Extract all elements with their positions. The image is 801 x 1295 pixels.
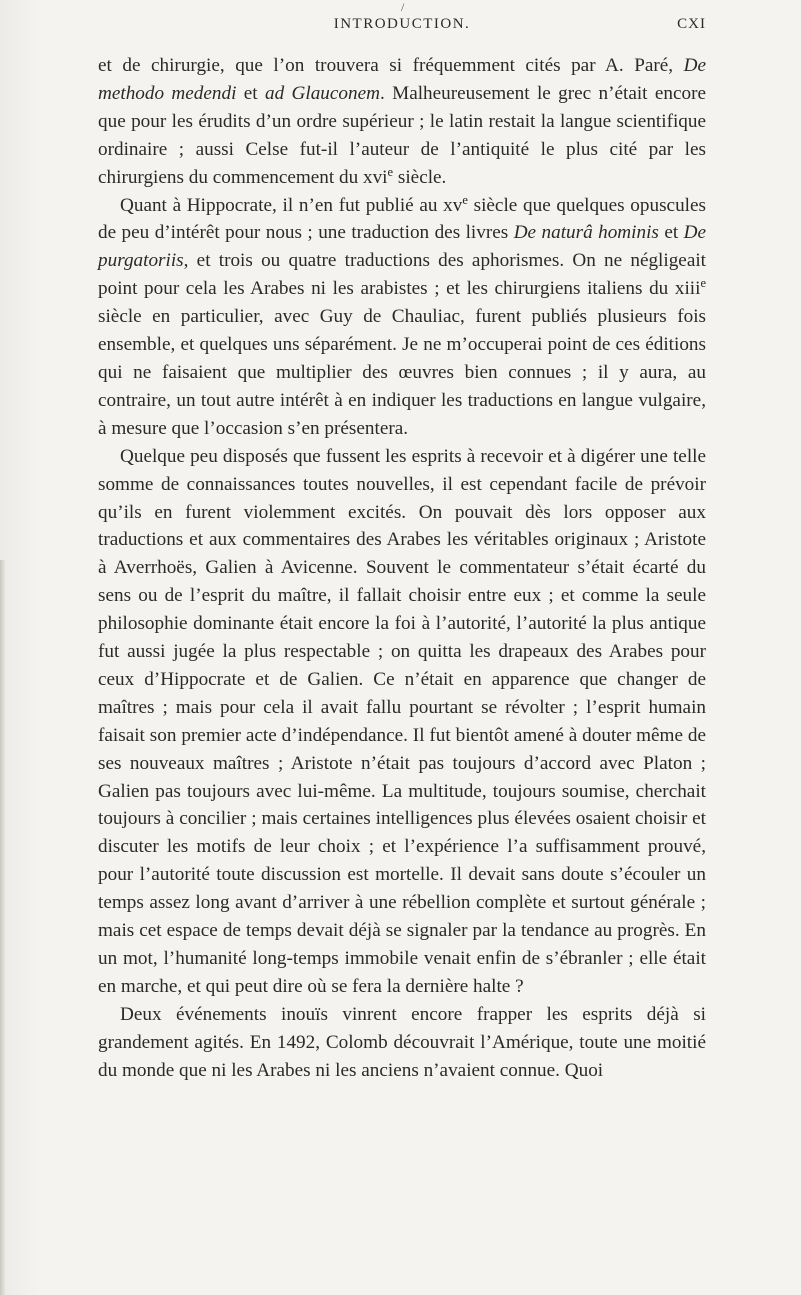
italic-title: De naturâ hominis: [513, 222, 659, 244]
paragraph: [98, 52, 706, 192]
text-run: siècle en particulier, avec Guy de Chauliac, furent publiés plusieurs fois ensemble, et quelques uns séparément. Je ne m’occuperai point de ces éditions qui ne faisaient que multiplier des œuvres bien connues ; il y aura, au contraire, un tout autre intérêt à en indiquer les traductions en langue vulgaire, à mesure que l’occasion s’en présentera.: [98, 306, 706, 439]
text-run: et de chirurgie, que l’on trouvera si fréquemment cités par A. Paré,: [98, 55, 684, 76]
page-mark: /: [401, 0, 405, 14]
page-number: CXI: [677, 16, 706, 32]
superscript: e: [700, 276, 706, 291]
superscript: e: [387, 164, 394, 179]
text-run: , et trois ou quatre traductions des aphorismes. On ne négligeait point pour cela les Arabes ni les arabistes ; et les chirurgiens italiens du xiii: [98, 250, 706, 300]
text-run: Quant à Hippocrate, il n’en fut publié au xv: [120, 194, 463, 216]
text-run: Deux événements inouïs vinrent encore frapper les esprits déjà si grandement agités. En 1492, Colomb découvrait l’Amérique, toute une moitié du monde que ni les Arabes ni les anciens n’avaient connue. Quoi: [98, 1003, 706, 1081]
page-gutter-shadow: [0, 560, 6, 1295]
running-title: INTRODUCTION.: [333, 16, 471, 32]
italic-title: De methodo medendi: [98, 55, 706, 104]
italic-title: ad Glauconem: [264, 82, 380, 104]
paragraph: [98, 443, 706, 1001]
running-header: [98, 16, 706, 42]
superscript: e: [462, 192, 468, 207]
text-run: et: [236, 82, 265, 104]
text-run: . Malheureusement le grec n’était encore que pour les érudits d’un ordre supérieur ; le latin restait la langue scientifique ordinaire ; aussi Celse fut-il l’auteur de l’antiquité le plus cité par les chirurgiens du commencement du xvi: [98, 82, 706, 188]
text-run: Quelque peu disposés que fussent les esprits à recevoir et à digérer une telle somme de connaissances toutes nouvelles, il est cependant facile de prévoir qu’ils en furent violemment excités. On pouvait dès lors opposer aux traductions et aux commentaires des Arabes les véritables originaux ; Aristote à Averrhoës, Galien à Avicenne. Souvent le commentateur s’était écarté du sens ou de l’esprit du maître, il fallait choisir entre eux ; et comme la seule philosophie dominante était encore la foi à l’autorité, l’autorité la plus antique fut aussi jugée la plus respectable ; on quitta les drapeaux des Arabes pour ceux d’Hippocrate et de Galien. Ce n’était en apparence que changer de maîtres ; mais pour cela il avait fallu pourtant se révolter ; l’esprit humain faisait son premier acte d’indépendance. Il fut bientôt amené à douter même de ses nouveaux maîtres ; Aristote n’était pas toujours d’accord avec Platon ; Galien pas toujours avec lui-même. La multitude, toujours soumise, cherchait toujours à concilier ; mais certaines intelligences plus élevées osaient choisir et discuter les motifs de leur choix ; et l’expérience l’a suffisamment prouvé, pour l’autorité toute discussion est mortelle. Il devait sans doute s’écouler un temps assez long avant d’arriver à une rébellion complète et surtout générale ; mais cet espace de temps devait déjà se signaler par la tendance au progrès. En un mot, l’humanité long-temps immobile venait enfin de s’ébranler ; elle était en marche, et qui peut dire où se fera la dernière halte ?: [98, 445, 706, 997]
paragraph: [98, 1001, 706, 1085]
text-run: et: [658, 222, 684, 244]
italic-title: De purgatoriis: [98, 222, 706, 272]
paragraph: [98, 192, 706, 443]
text-run: siècle que quelques opuscules de peu d’intérêt pour nous ; une traduction des livres: [98, 194, 706, 244]
text-run: siècle.: [393, 166, 447, 188]
body-text: [98, 52, 706, 1085]
